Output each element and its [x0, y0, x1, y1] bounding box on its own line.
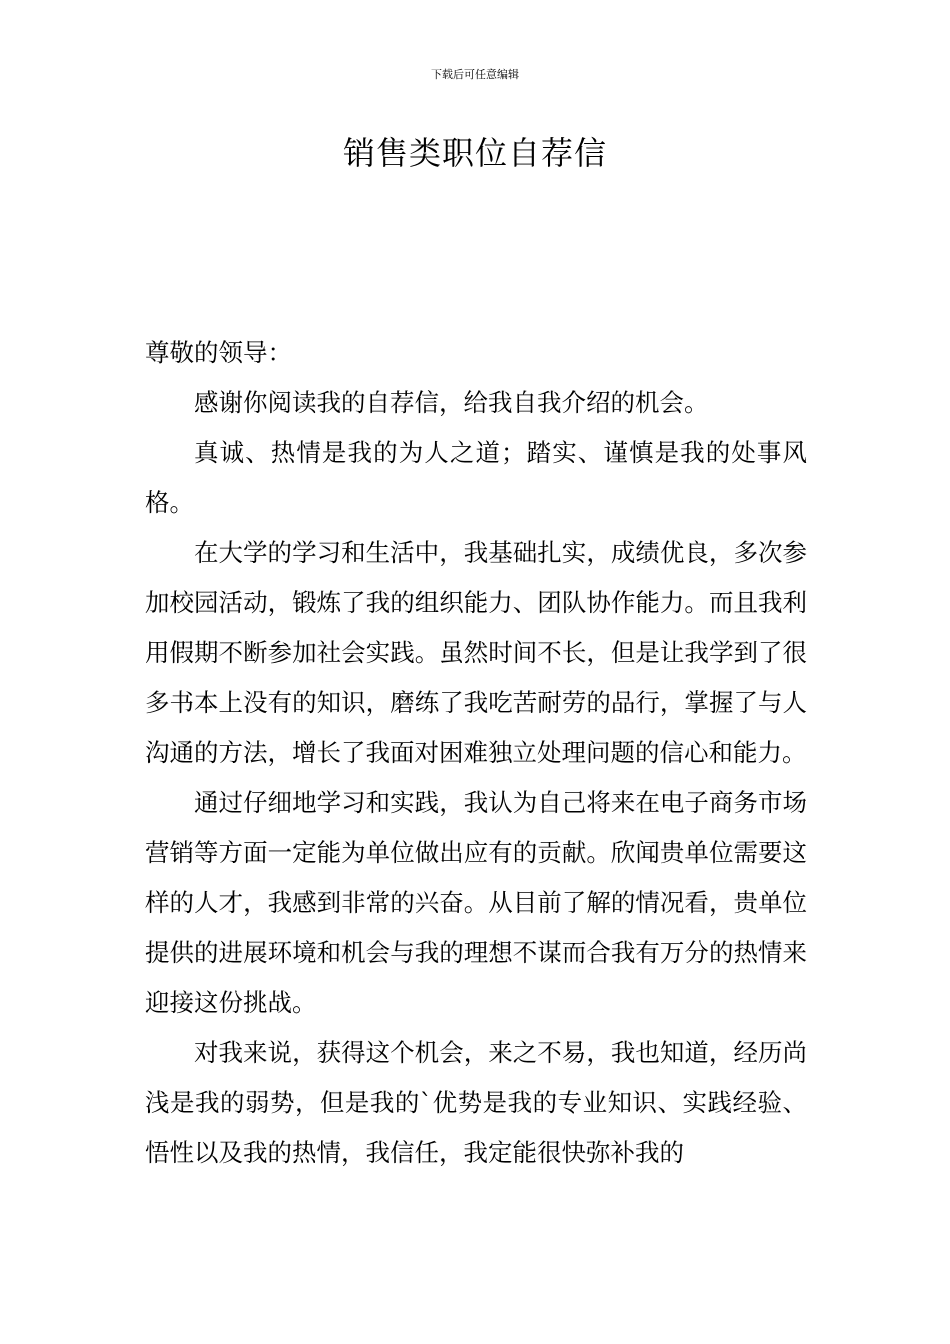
- paragraph-opportunity: 对我来说，获得这个机会，来之不易，我也知道，经历尚浅是我的弱势，但是我的`优势是我的专业知识、实践经验、悟性以及我的热情，我信任，我定能很快弥补我的: [145, 1038, 807, 1167]
- paragraph-character: 真诚、热情是我的为人之道；踏实、谨慎是我的处事风格。: [145, 438, 807, 517]
- salutation: 尊敬的领导：: [145, 338, 292, 367]
- letter-body: [145, 328, 807, 1178]
- paragraph-university: 在大学的学习和生活中，我基础扎实，成绩优良，多次参加校园活动，锻炼了我的组织能力、团队协作能力。而且我利用假期不断参加社会实践。虽然时间不长，但是让我学到了很多书本上没有的知识，磨练了我吃苦耐劳的品行，掌握了与人沟通的方法，增长了我面对困难独立处理问题的信心和能力。: [145, 538, 807, 767]
- paragraph-contribution: 通过仔细地学习和实践，我认为自己将来在电子商务市场营销等方面一定能为单位做出应有的贡献。欣闻贵单位需要这样的人才，我感到非常的兴奋。从目前了解的情况看，贵单位提供的进展环境和机会与我的理想不谋而合我有万分的热情来迎接这份挑战。: [145, 788, 807, 1017]
- page-title: 销售类职位自荐信: [342, 134, 607, 172]
- header-note: 下载后可任意编辑: [431, 68, 519, 81]
- paragraph-thanks: 感谢你阅读我的自荐信，给我自我介绍的机会。: [194, 388, 709, 417]
